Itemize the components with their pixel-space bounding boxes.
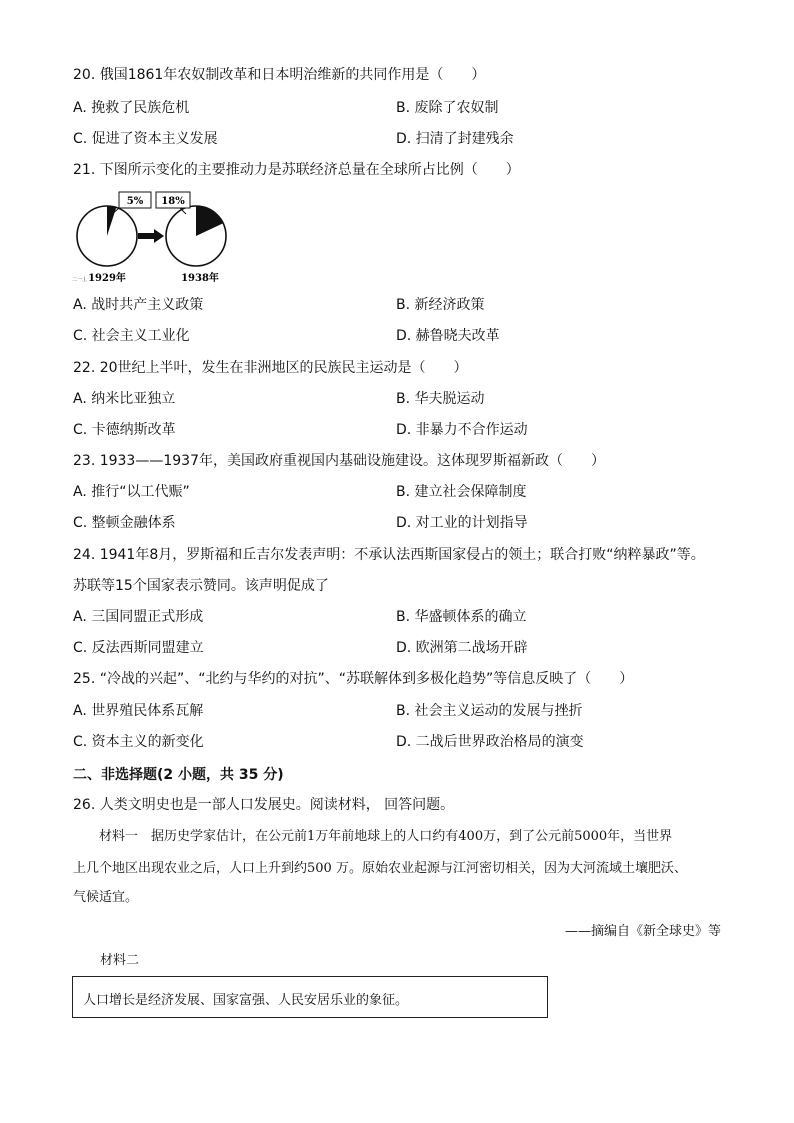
material-1-line-2: 上几个地区出现农业之后，人口上升到约500 万。原始农业起源与江河密切相关，因为大河流域土壤肥沃、 [73, 861, 687, 876]
pct-1929-label: 5% [126, 196, 144, 207]
q24-option-b[interactable]: B. 华盛顿体系的确立 [396, 609, 527, 625]
q23-option-c[interactable]: C. 整顿金融体系 [73, 515, 176, 531]
q22-option-a[interactable]: A. 纳米比亚独立 [73, 391, 176, 407]
material-2-box [72, 976, 548, 1018]
q25-option-c[interactable]: C. 资本主义的新变化 [73, 734, 204, 750]
material-1-source: ——摘编自《新全球史》等 [564, 924, 721, 939]
q20-option-a[interactable]: A. 挽救了民族危机 [73, 100, 190, 116]
q21-option-c[interactable]: C. 社会主义工业化 [73, 328, 190, 344]
question-24-stem: 24. 1941年8月，罗斯福和丘吉尔发表声明：不承认法西斯国家侵占的领土；联合打败“纳粹暴政”等。 [73, 547, 705, 563]
arrow-body [138, 233, 154, 239]
q23-option-a[interactable]: A. 推行“以工代赈” [73, 484, 190, 500]
question-23-stem: 23. 1933——1937年，美国政府重视国内基础设施建设。这体现罗斯福新政（ ） [73, 453, 605, 469]
q22-option-d[interactable]: D. 非暴力不合作运动 [396, 422, 528, 438]
q24-option-d[interactable]: D. 欧洲第二战场开辟 [396, 640, 528, 656]
small-mark: 二一丄 [72, 277, 88, 283]
q21-option-d[interactable]: D. 赫鲁晓夫改革 [396, 328, 500, 344]
pct-1938-label: 18% [161, 196, 185, 207]
q24-option-c[interactable]: C. 反法西斯同盟建立 [73, 640, 204, 656]
question-22-stem: 22. 20世纪上半叶，发生在非洲地区的民族民主运动是（ ） [73, 360, 468, 376]
material-1-line-3: 气候适宜。 [73, 890, 139, 905]
material-2-label: 材料二 [100, 953, 140, 968]
pie-figure [70, 188, 260, 288]
q21-option-b[interactable]: B. 新经济政策 [396, 297, 485, 313]
q20-option-b[interactable]: B. 废除了农奴制 [396, 100, 499, 116]
q22-option-b[interactable]: B. 华夫脱运动 [396, 391, 485, 407]
section-2-heading: 二、非选择题(2 小题，共 35 分) [73, 767, 284, 783]
q25-option-a[interactable]: A. 世界殖民体系瓦解 [73, 703, 204, 719]
q25-option-d[interactable]: D. 二战后世界政治格局的演变 [396, 734, 584, 750]
q20-option-c[interactable]: C. 促进了资本主义发展 [73, 131, 218, 147]
arrow-right-icon [154, 229, 164, 243]
year-1938-label: 1938年 [181, 273, 219, 284]
q21-option-a[interactable]: A. 战时共产主义政策 [73, 297, 204, 313]
q24-option-a[interactable]: A. 三国同盟正式形成 [73, 609, 204, 625]
question-21-stem: 21. 下图所示变化的主要推动力是苏联经济总量在全球所占比例（ ） [73, 162, 520, 178]
q22-option-c[interactable]: C. 卡德纳斯改革 [73, 422, 176, 438]
q23-option-d[interactable]: D. 对工业的计划指导 [396, 515, 528, 531]
question-26-stem: 26. 人类文明史也是一部人口发展史。阅读材料， 回答问题。 [73, 797, 455, 813]
q25-option-b[interactable]: B. 社会主义运动的发展与挫折 [396, 703, 583, 719]
year-1929-label: 1929年 [88, 273, 126, 284]
question-25-stem: 25. “冷战的兴起”、“北约与华约的对抗”、“苏联解体到多极化趋势”等信息反映了（ ） [73, 671, 634, 687]
material-2-text: 人口增长是经济发展、国家富强、人民安居乐业的象征。 [83, 993, 409, 1008]
material-1-line-1: 材料一 据历史学家估计，在公元前1万年前地球上的人口约有400万，到了公元前5000年，当世界 [99, 829, 673, 844]
q23-option-b[interactable]: B. 建立社会保障制度 [396, 484, 527, 500]
question-20-stem: 20. 俄国1861年农奴制改革和日本明治维新的共同作用是（ ） [73, 67, 486, 83]
question-24-stem-cont: 苏联等15个国家表示赞同。该声明促成了 [73, 578, 329, 594]
pie-figure-svg [70, 188, 260, 288]
q20-option-d[interactable]: D. 扫清了封建残余 [396, 131, 514, 147]
